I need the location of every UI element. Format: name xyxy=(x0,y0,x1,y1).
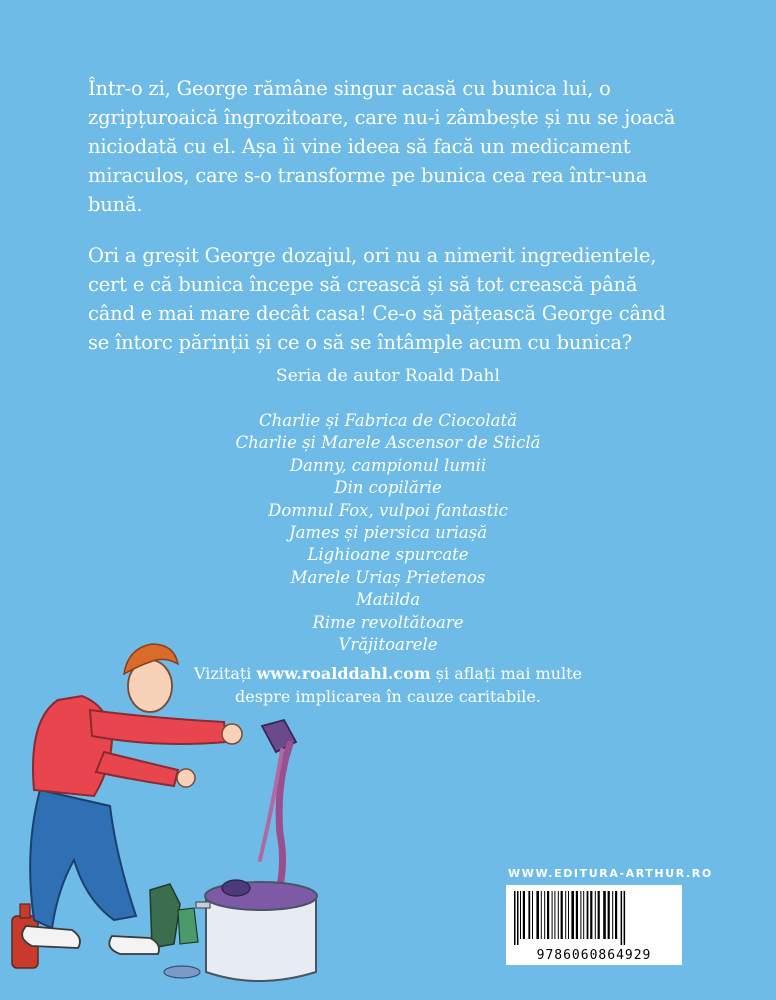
book-title: Rime revoltătoare xyxy=(312,612,464,632)
book-title: Vrăjitoarele xyxy=(338,635,438,655)
blurb-paragraph-1: Într-o zi, George rămâne singur acasă cu bunica lui, o zgripțuroaică îngrozitoare, care nu-i zâmbește și nu se joacă niciodată cu el. Așa îi vine ideea să facă un medicament miraculos, care s-o transforme pe bunica cea rea într-una bună. xyxy=(88,77,676,216)
author-website-link[interactable]: www.roalddahl.com xyxy=(256,664,431,683)
book-title: Matilda xyxy=(355,590,421,610)
isbn-number: 9786060864929 xyxy=(536,948,652,963)
publisher-website: WWW.EDITURA-ARTHUR.RO xyxy=(508,867,713,880)
book-title: Din copilărie xyxy=(334,478,442,498)
boy-jeans xyxy=(30,790,136,928)
visit-suffix: și aflați mai multe xyxy=(430,664,583,683)
boy-pouring-medicine-illustration xyxy=(0,640,330,1000)
right-shoe xyxy=(109,936,159,954)
green-bottle-icon xyxy=(150,884,180,948)
book-list xyxy=(0,410,776,656)
visit-line-2: despre implicarea în cauze caritabile. xyxy=(235,687,541,706)
book-title: Lighioane spurcate xyxy=(307,545,469,565)
book-title: James și piersica uriașă xyxy=(288,523,488,543)
isbn-barcode xyxy=(506,885,682,965)
boy-arm xyxy=(90,710,226,744)
visit-prefix: Vizitați xyxy=(193,664,257,683)
book-title: Charlie și Fabrica de Ciocolată xyxy=(259,411,517,430)
barcode-bars xyxy=(506,885,682,947)
book-title: Domnul Fox, vulpoi fantastic xyxy=(268,500,508,520)
blurb-paragraph-2: Ori a greșit George dozajul, ori nu a nimerit ingredientele, cert e că bunica începe să crească și să tot crească până când e mai mare decât casa! Ce-o să pățească George când se întorc părinții și ce o să se întâmple acum cu bunica? xyxy=(88,244,666,354)
series-title: Seria de autor Roald Dahl xyxy=(276,366,500,386)
book-title: Danny, campionul lumii xyxy=(289,455,487,475)
back-cover-blurb xyxy=(88,74,688,379)
book-title: Charlie și Marele Ascensor de Sticlă xyxy=(235,433,541,453)
book-title: Marele Uriaș Prietenos xyxy=(290,567,486,587)
left-shoe xyxy=(22,926,80,948)
